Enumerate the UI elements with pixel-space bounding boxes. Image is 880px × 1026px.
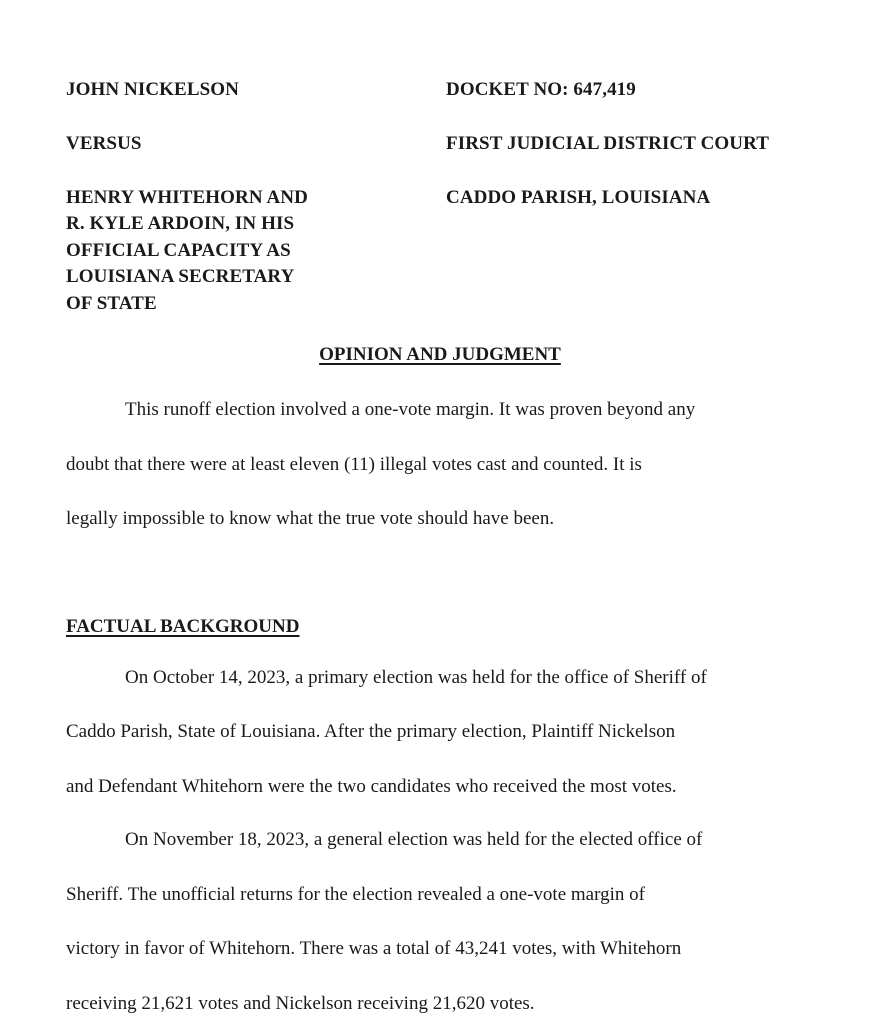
section-heading <box>66 616 299 638</box>
paragraph-line: Caddo Parish, State of Louisiana. After the primary election, Plaintiff Nickelson <box>66 721 676 742</box>
defendant-line: LOUISIANA SECRETARY <box>66 266 295 287</box>
defendant-line: HENRY WHITEHORN AND <box>66 187 308 208</box>
paragraph-line: and Defendant Whitehorn were the two candidates who received the most votes. <box>66 776 677 797</box>
intro-line: legally impossible to know what the true vote should have been. <box>66 508 555 529</box>
paragraph-line: victory in favor of Whitehorn. There was a total of 43,241 votes, with Whitehorn <box>66 938 682 959</box>
opinion-title <box>0 344 880 366</box>
paragraph-line: receiving 21,621 votes and Nickelson receiving 21,620 votes. <box>66 993 535 1014</box>
paragraph-line: On October 14, 2023, a primary election was held for the office of Sheriff of <box>125 667 707 688</box>
section-heading-text: FACTUAL BACKGROUND <box>66 616 300 637</box>
defendant-line: OF STATE <box>66 293 157 314</box>
opinion-title-text: OPINION AND JUDGMENT <box>319 344 561 365</box>
docket-number: DOCKET NO: 647,419 <box>446 79 636 100</box>
defendant-line: OFFICIAL CAPACITY AS <box>66 240 291 261</box>
intro-line: This runoff election involved a one-vote margin. It was proven beyond any <box>125 399 696 420</box>
intro-line: doubt that there were at least eleven (11) illegal votes cast and counted. It is <box>66 454 642 475</box>
defendant-line: R. KYLE ARDOIN, IN HIS <box>66 213 295 234</box>
court-name: FIRST JUDICIAL DISTRICT COURT <box>446 133 770 154</box>
paragraph-line: On November 18, 2023, a general election was held for the elected office of <box>125 829 703 850</box>
paragraph-line: Sheriff. The unofficial returns for the election revealed a one-vote margin of <box>66 884 645 905</box>
plaintiff-name: JOHN NICKELSON <box>66 79 239 100</box>
court-location: CADDO PARISH, LOUISIANA <box>446 187 711 208</box>
versus-label: VERSUS <box>66 133 142 154</box>
